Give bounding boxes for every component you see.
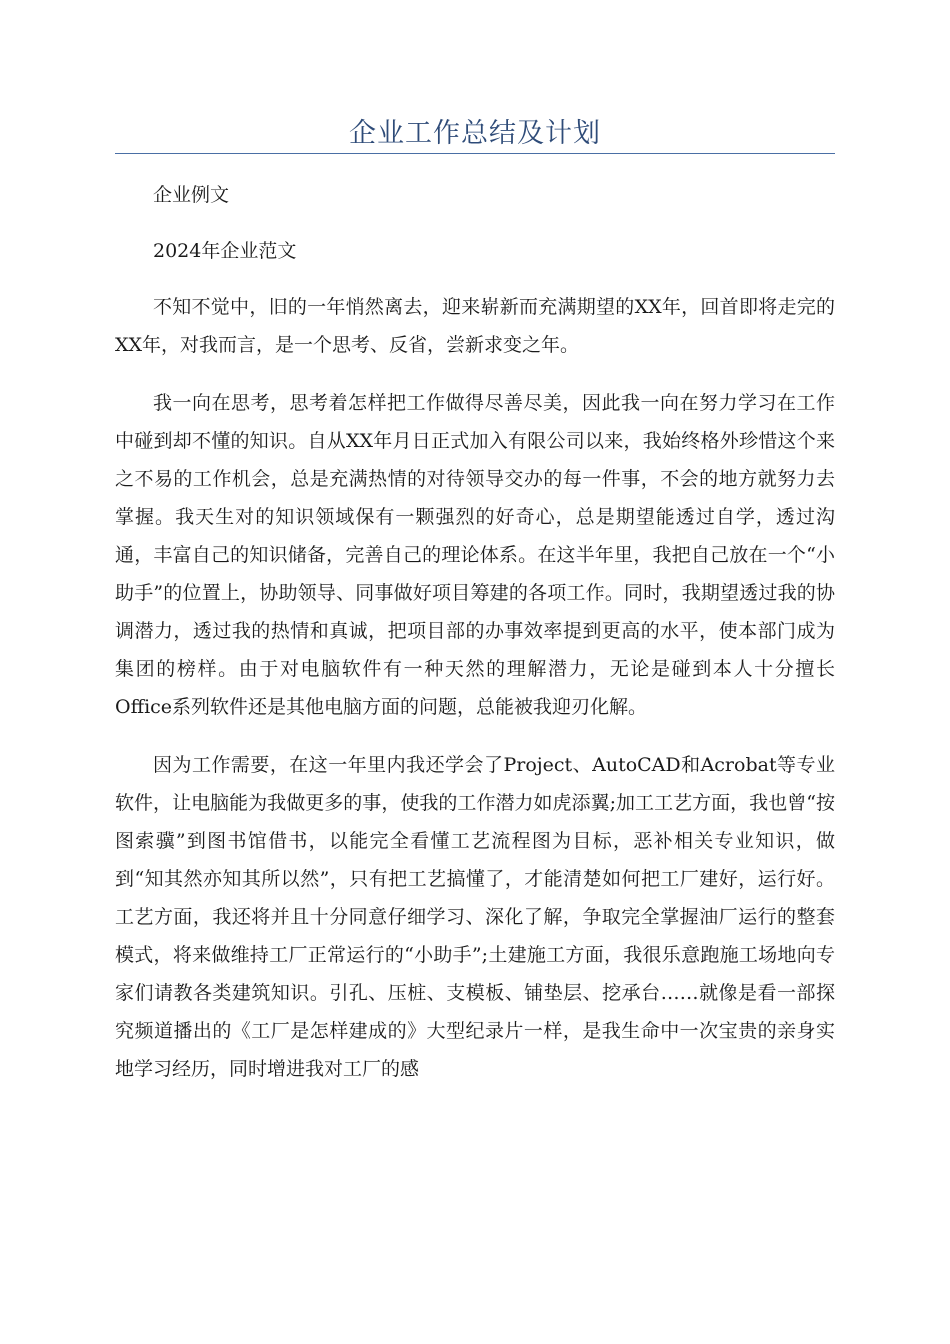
subheading-year: 2024年企业范文 xyxy=(153,240,297,262)
paragraph-software: 因为工作需要，在这一年里内我还学会了Project、AutoCAD和Acrobat等专业软件，让电脑能为我做更多的事，使我的工作潜力如虎添翼;加工工艺方面，我也曾“按图索骥”到图书馆借书，以能完全看懂工艺流程图为目标，恶补相关专业知识，做到“知其然亦知其所以然”，只有把工艺搞懂了，才能清楚如何把工厂建好，运行好。工艺方面，我还将并且十分同意仔细学习、深化了解，争取完全掌握油厂运行的整套模式，将来做维持工厂正常运行的“小助手”;土建施工方面，我很乐意跑施工场地向专家们请教各类建筑知识。引孔、压桩、支模板、铺垫层、挖承台……就像是看一部探究频道播出的《工厂是怎样建成的》大型纪录片一样，是我生命中一次宝贵的亲身实地学习经历，同时增进我对工厂的感 xyxy=(115,754,835,1080)
title-divider xyxy=(115,153,835,154)
subheading-category: 企业例文 xyxy=(153,184,230,206)
paragraph-learning: 我一向在思考，思考着怎样把工作做得尽善尽美，因此我一向在努力学习在工作中碰到却不懂的知识。自从XX年月日正式加入有限公司以来，我始终格外珍惜这个来之不易的工作机会，总是充满热情的对待领导交办的每一件事，不会的地方就努力去掌握。我天生对的知识领域保有一颗强烈的好奇心，总是期望能透过自学，透过沟通，丰富自己的知识储备，完善自己的理论体系。在这半年里，我把自己放在一个“小助手”的位置上，协助领导、同事做好项目筹建的各项工作。同时，我期望透过我的协调潜力，透过我的热情和真诚，把项目部的办事效率提到更高的水平，使本部门成为集团的榜样。由于对电脑软件有一种天然的理解潜力，无论是碰到本人十分擅长Office系列软件还是其他电脑方面的问题，总能被我迎刃化解。 xyxy=(115,392,835,718)
document-title: 企业工作总结及计划 xyxy=(349,118,601,149)
paragraph-intro: 不知不觉中，旧的一年悄然离去，迎来崭新而充满期望的XX年，回首即将走完的XX年，对我而言，是一个思考、反省，尝新求变之年。 xyxy=(115,296,835,356)
document-body xyxy=(115,176,835,1088)
